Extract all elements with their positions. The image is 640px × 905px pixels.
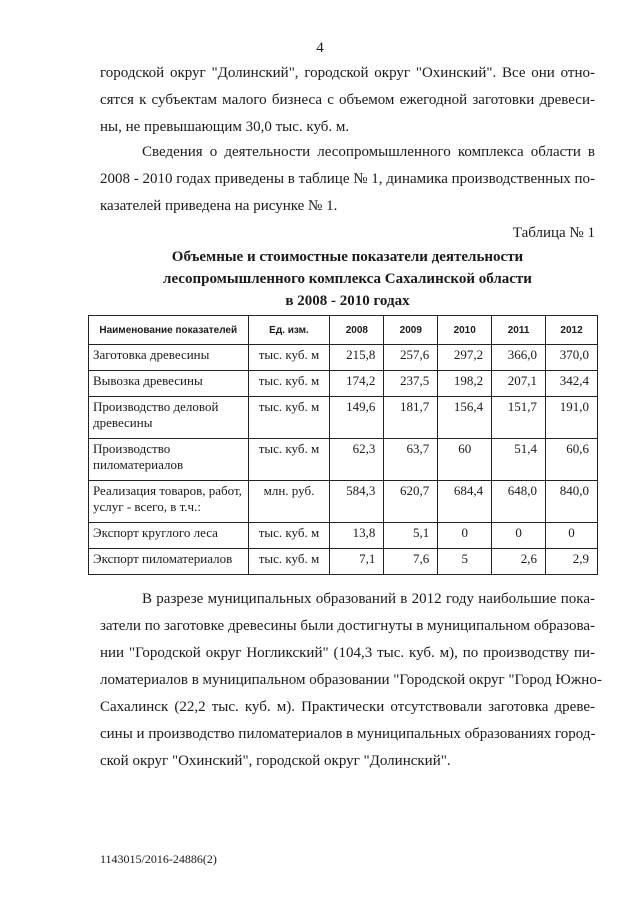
- value-cell: 237,5: [384, 371, 438, 397]
- paragraph-3-line: ской округ "Охинский", городской округ "Долинский".: [100, 753, 451, 769]
- table-title: [100, 246, 595, 312]
- column-header: 2011: [492, 316, 546, 345]
- value-cell: 149,6: [330, 397, 384, 439]
- paragraph-3-line: затели по заготовке древесины были достигнуты в муниципальном образова-: [100, 618, 595, 634]
- value-cell: 0: [492, 523, 546, 549]
- value-cell: 366,0: [492, 345, 546, 371]
- table-row: [89, 397, 598, 439]
- value-cell: 191,0: [546, 397, 598, 439]
- paragraph-3-line: Сахалинск (22,2 тыс. куб. м). Практически отсутствовали заготовка древе-: [100, 699, 595, 715]
- value-cell: 207,1: [492, 371, 546, 397]
- table-header-row: [89, 316, 598, 345]
- unit-cell: тыс. куб. м: [248, 371, 330, 397]
- value-cell: 648,0: [492, 481, 546, 523]
- table-row: [89, 523, 598, 549]
- value-cell: 0: [546, 523, 598, 549]
- value-cell: 2,9: [546, 549, 598, 575]
- table-row: [89, 481, 598, 523]
- value-cell: 174,2: [330, 371, 384, 397]
- value-cell: 840,0: [546, 481, 598, 523]
- table-caption: Таблица № 1: [512, 225, 595, 241]
- value-cell: 151,7: [492, 397, 546, 439]
- value-cell: 62,3: [330, 439, 384, 481]
- table-row: [89, 439, 598, 481]
- value-cell: 297,2: [438, 345, 492, 371]
- value-cell: 7,6: [384, 549, 438, 575]
- document-footer-id: 1143015/2016-24886(2): [100, 852, 217, 866]
- table-row: [89, 371, 598, 397]
- paragraph-3-line: сины и производство пиломатериалов в муниципальных образованиях город-: [100, 726, 596, 742]
- value-cell: 198,2: [438, 371, 492, 397]
- table-row: [89, 345, 598, 371]
- indicator-name-cell: Производство пиломатериалов: [89, 439, 249, 481]
- value-cell: 257,6: [384, 345, 438, 371]
- value-cell: 584,3: [330, 481, 384, 523]
- paragraph-2-line: 2008 - 2010 годах приведены в таблице № 1, динамика производственных по-: [100, 171, 596, 187]
- paragraph-3: [100, 586, 602, 775]
- paragraph-2-line: Сведения о деятельности лесопромышленного комплекса области в: [142, 144, 595, 160]
- value-cell: 5,1: [384, 523, 438, 549]
- value-cell: 13,8: [330, 523, 384, 549]
- value-cell: 181,7: [384, 397, 438, 439]
- unit-cell: млн. руб.: [248, 481, 330, 523]
- paragraph-2: [100, 139, 595, 220]
- unit-cell: тыс. куб. м: [248, 345, 330, 371]
- table-row: [89, 549, 598, 575]
- column-header: 2012: [546, 316, 598, 345]
- paragraph-3-line: В разрезе муниципальных образований в 2012 году наибольшие пока-: [142, 591, 595, 607]
- paragraph-2-line: казателей приведена на рисунке № 1.: [100, 198, 338, 214]
- table-title-line: Объемные и стоимостные показатели деятельности: [171, 249, 524, 265]
- value-cell: 370,0: [546, 345, 598, 371]
- unit-cell: тыс. куб. м: [248, 439, 330, 481]
- paragraph-3-line: нии "Городской округ Ногликский" (104,3 тыс. куб. м), по производству пи-: [100, 645, 595, 661]
- column-header: 2008: [330, 316, 384, 345]
- value-cell: 684,4: [438, 481, 492, 523]
- unit-cell: тыс. куб. м: [248, 549, 330, 575]
- indicator-name-cell: Производство деловой древесины: [89, 397, 249, 439]
- indicator-name-cell: Экспорт круглого леса: [89, 523, 249, 549]
- indicator-name-cell: Реализация товаров, работ, услуг - всего, в т.ч.:: [89, 481, 249, 523]
- paragraph-1-line: городской округ "Долинский", городской округ "Охинский". Все они отно-: [100, 65, 595, 81]
- value-cell: 620,7: [384, 481, 438, 523]
- value-cell: 342,4: [546, 371, 598, 397]
- value-cell: 60,6: [546, 439, 598, 481]
- value-cell: 2,6: [492, 549, 546, 575]
- indicator-name-cell: Заготовка древесины: [89, 345, 249, 371]
- indicator-name-cell: Вывозка древесины: [89, 371, 249, 397]
- column-header: 2009: [384, 316, 438, 345]
- value-cell: 51,4: [492, 439, 546, 481]
- value-cell: 7,1: [330, 549, 384, 575]
- unit-cell: тыс. куб. м: [248, 397, 330, 439]
- table-title-line: лесопромышленного комплекса Сахалинской области: [163, 271, 532, 287]
- column-header: 2010: [438, 316, 492, 345]
- page-number: 4: [316, 40, 324, 56]
- value-cell: 215,8: [330, 345, 384, 371]
- paragraph-1-line: сятся к субъектам малого бизнеса с объемом ежегодной заготовки древеси-: [100, 92, 595, 108]
- table-title-line: в 2008 - 2010 годах: [285, 293, 410, 309]
- paragraph-3-line: ломатериалов в муниципальном образовании "Городской округ "Город Южно-: [100, 672, 602, 688]
- value-cell: 63,7: [384, 439, 438, 481]
- paragraph-1-line: ны, не превышающим 30,0 тыс. куб. м.: [100, 119, 350, 135]
- indicator-name-cell: Экспорт пиломатериалов: [89, 549, 249, 575]
- unit-cell: тыс. куб. м: [248, 523, 330, 549]
- value-cell: 60: [438, 439, 492, 481]
- paragraph-1: [100, 60, 595, 141]
- indicators-table: [88, 315, 598, 575]
- value-cell: 0: [438, 523, 492, 549]
- column-header: Ед. изм.: [248, 316, 330, 345]
- value-cell: 5: [438, 549, 492, 575]
- column-header: Наименование показателей: [89, 316, 249, 345]
- value-cell: 156,4: [438, 397, 492, 439]
